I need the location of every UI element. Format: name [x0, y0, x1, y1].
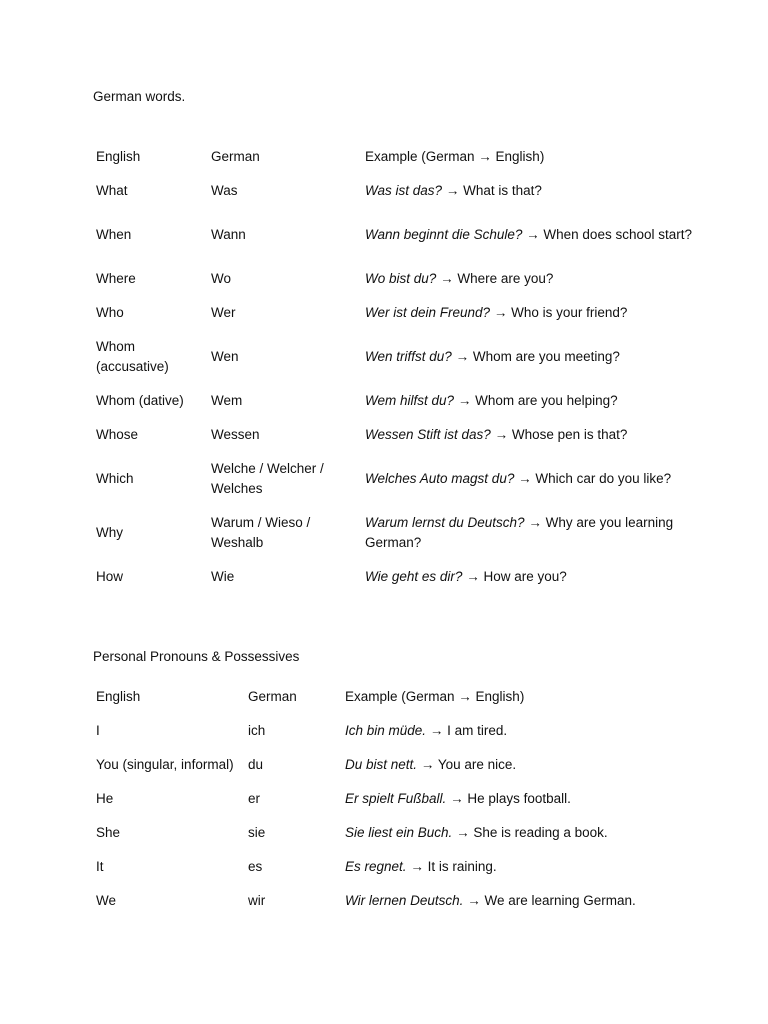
german-example: Wo bist du?: [365, 270, 437, 286]
english-word: We: [96, 892, 117, 908]
example-cell: [365, 418, 696, 452]
example-cell: [365, 560, 696, 594]
english-word: Where: [96, 270, 136, 286]
english-word: When: [96, 226, 132, 242]
english-translation: Who is your friend?: [511, 304, 628, 320]
german-word: er: [248, 790, 261, 806]
section-heading-pronouns: Personal Pronouns & Possessives: [93, 649, 300, 664]
table-header-row: [96, 680, 696, 714]
german-example: Wann beginnt die Schule?: [365, 226, 523, 242]
english-translation: Whom are you helping?: [475, 392, 618, 408]
english-translation: You are nice.: [437, 756, 517, 772]
example-cell: [365, 296, 696, 330]
table-row: [96, 816, 696, 850]
german-example: Wir lernen Deutsch.: [345, 892, 464, 908]
german-word: ich: [248, 722, 266, 738]
header-example: Example (German → English): [365, 148, 545, 164]
table-row: [96, 506, 696, 560]
table-row: [96, 452, 696, 506]
english-translation: Why are you learning German?: [365, 514, 674, 550]
table-row: [96, 714, 696, 748]
example-cell: [345, 884, 696, 918]
german-word: Wem: [211, 392, 243, 408]
table-row: [96, 418, 696, 452]
english-word: Whom (accusative): [96, 338, 169, 374]
german-word: Was: [211, 182, 238, 198]
german-example: Wer ist dein Freund?: [365, 304, 491, 320]
example-cell: [365, 452, 696, 506]
german-word: Wann: [211, 226, 246, 242]
table-row: [96, 296, 696, 330]
arrow-icon: →: [445, 182, 460, 198]
english-translation: It is raining.: [427, 858, 497, 874]
header-english: English: [96, 148, 141, 164]
english-word: Whose: [96, 426, 139, 442]
table-row: [96, 330, 696, 384]
english-translation: Whose pen is that?: [511, 426, 628, 442]
example-cell: [365, 330, 696, 384]
german-example: Wen triffst du?: [365, 348, 452, 364]
table-row: [96, 208, 696, 262]
header-example: Example (German → English): [345, 688, 525, 704]
header-german: German: [248, 688, 297, 704]
header-english: English: [96, 688, 141, 704]
table-row: [96, 782, 696, 816]
arrow-icon: →: [526, 226, 540, 242]
table-row: [96, 884, 696, 918]
arrow-icon: →: [456, 824, 470, 840]
english-word: You (singular, informal): [96, 756, 234, 772]
german-example: Wessen Stift ist das?: [365, 426, 491, 442]
table-row: [96, 748, 696, 782]
example-cell: [345, 782, 696, 816]
german-word: es: [248, 858, 263, 874]
question-words-table: [96, 140, 696, 594]
arrow-icon: →: [466, 568, 480, 584]
document-title: German words.: [93, 89, 186, 104]
english-translation: When does school start?: [543, 226, 692, 242]
table-row: [96, 560, 696, 594]
german-word: Welche / Welcher / Welches: [211, 460, 324, 496]
german-word: Wen: [211, 348, 239, 364]
english-translation: He plays football.: [467, 790, 571, 806]
english-word: She: [96, 824, 121, 840]
german-word: Wer: [211, 304, 236, 320]
arrow-icon: →: [429, 722, 444, 738]
arrow-icon: →: [420, 756, 435, 772]
arrow-icon: →: [528, 514, 542, 530]
german-word: wir: [248, 892, 266, 908]
table-row: [96, 262, 696, 296]
german-example: Es regnet.: [345, 858, 407, 874]
arrow-icon: →: [450, 790, 464, 806]
table-header-row: [96, 140, 696, 174]
english-translation: What is that?: [463, 182, 542, 198]
german-word: Warum / Wieso / Weshalb: [211, 514, 311, 550]
german-example: Welches Auto magst du?: [365, 470, 515, 486]
table-row: [96, 850, 696, 884]
english-word: What: [96, 182, 128, 198]
german-example: Du bist nett.: [345, 756, 418, 772]
english-word: Which: [96, 470, 134, 486]
german-word: du: [248, 756, 264, 772]
english-word: How: [96, 568, 124, 584]
english-word: Whom (dative): [96, 392, 184, 408]
example-cell: [365, 384, 696, 418]
arrow-icon: →: [440, 270, 454, 286]
english-translation: I am tired.: [447, 722, 508, 738]
german-word: Wo: [211, 270, 232, 286]
german-word: Wessen: [211, 426, 260, 442]
arrow-icon: →: [410, 858, 424, 874]
german-word: sie: [248, 824, 266, 840]
header-german: German: [211, 148, 260, 164]
german-example: Wem hilfst du?: [365, 392, 455, 408]
english-word: Who: [96, 304, 124, 320]
english-translation: Which car do you like?: [535, 470, 672, 486]
example-cell: [345, 850, 696, 884]
example-cell: [345, 748, 696, 782]
arrow-icon: →: [494, 426, 509, 442]
english-translation: Whom are you meeting?: [472, 348, 620, 364]
german-example: Er spielt Fußball.: [345, 790, 447, 806]
example-cell: [345, 816, 696, 850]
pronouns-table: [96, 680, 696, 918]
table-row: [96, 384, 696, 418]
german-example: Warum lernst du Deutsch?: [365, 514, 525, 530]
german-example: Sie liest ein Buch.: [345, 824, 453, 840]
example-cell: [365, 208, 696, 262]
english-translation: We are learning German.: [484, 892, 636, 908]
german-word: Wie: [211, 568, 235, 584]
example-cell: [365, 262, 696, 296]
example-cell: [345, 714, 696, 748]
english-translation: She is reading a book.: [473, 824, 608, 840]
english-word: It: [96, 858, 104, 874]
arrow-icon: →: [493, 304, 508, 320]
arrow-icon: →: [518, 470, 532, 486]
example-cell: [365, 506, 696, 560]
german-example: Wie geht es dir?: [365, 568, 463, 584]
arrow-icon: →: [467, 892, 481, 908]
arrow-icon: →: [455, 348, 470, 364]
table-row: [96, 174, 696, 208]
german-example: Ich bin müde.: [345, 722, 427, 738]
arrow-icon: →: [457, 392, 472, 408]
english-word: I: [96, 722, 100, 738]
english-word: He: [96, 790, 114, 806]
english-translation: How are you?: [483, 568, 567, 584]
example-cell: [365, 174, 696, 208]
german-example: Was ist das?: [365, 182, 443, 198]
english-translation: Where are you?: [457, 270, 554, 286]
english-word: Why: [96, 524, 123, 540]
